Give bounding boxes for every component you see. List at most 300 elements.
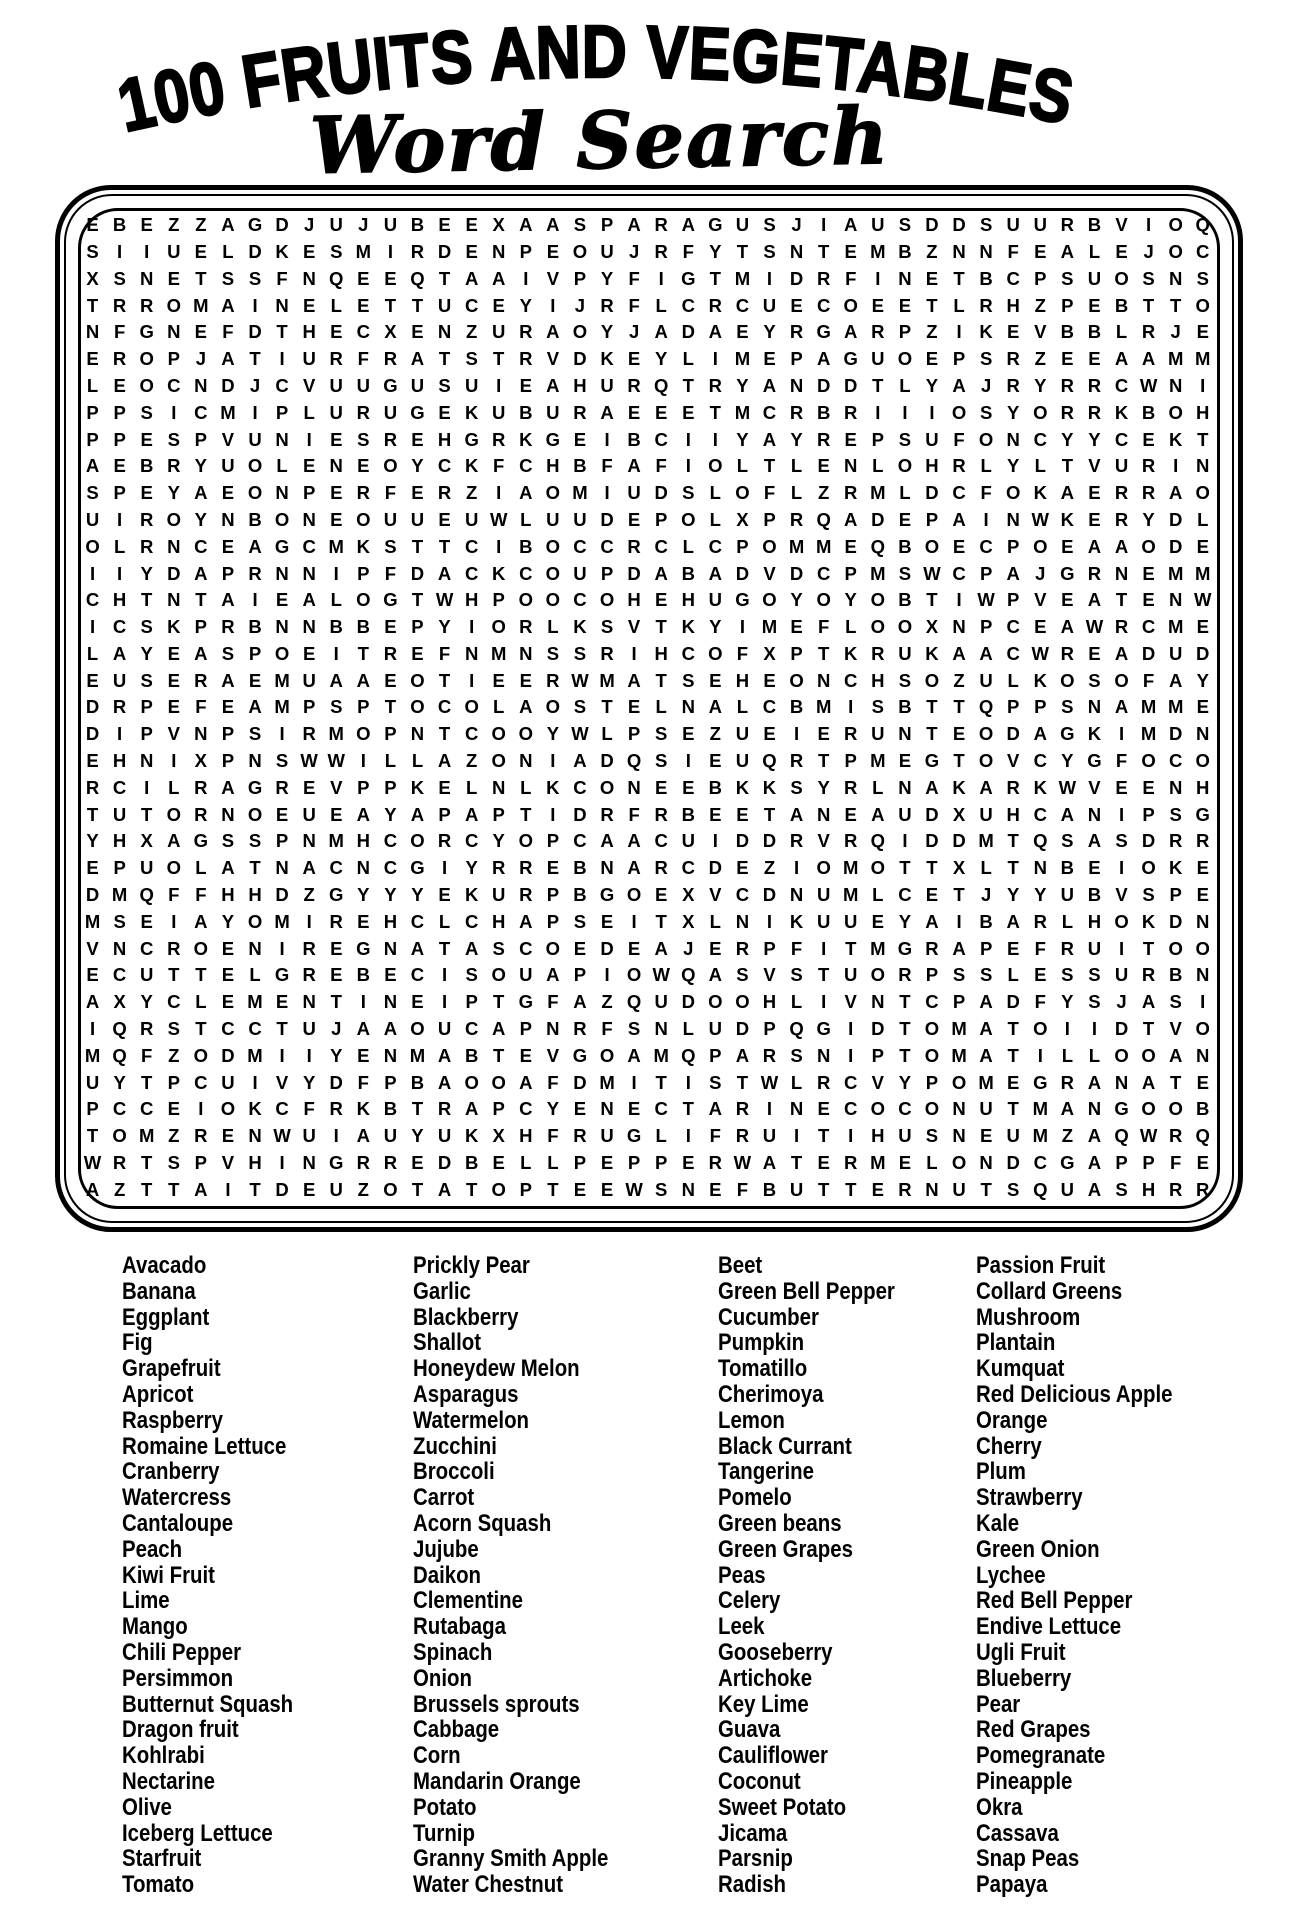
- grid-letter: M: [220, 401, 236, 423]
- grid-letter: A: [464, 937, 479, 959]
- grid-letter: H: [464, 589, 479, 611]
- grid-letter: N: [1114, 1071, 1129, 1093]
- grid-letter: U: [85, 1071, 100, 1093]
- grid-letter: V: [275, 1071, 289, 1093]
- grid-letter: R: [519, 616, 533, 638]
- grid-letter: U: [492, 401, 506, 423]
- grid-letter: A: [979, 776, 993, 798]
- grid-letter: N: [437, 321, 452, 343]
- grid-letter: T: [682, 1098, 694, 1120]
- grid-letter: C: [112, 776, 127, 798]
- grid-letter: S: [790, 964, 803, 986]
- grid-letter: A: [1114, 535, 1129, 557]
- grid-letter: O: [491, 750, 506, 772]
- grid-letter: I: [1118, 857, 1125, 879]
- grid-letter: P: [519, 1018, 532, 1040]
- grid-letter: O: [356, 723, 371, 745]
- word-item: Apricot: [122, 1380, 194, 1408]
- grid-letter: C: [112, 964, 127, 986]
- grid-letter: T: [1142, 937, 1155, 959]
- grid-letter: E: [844, 803, 857, 825]
- grid-letter: E: [1061, 348, 1074, 370]
- grid-letter: A: [708, 696, 723, 718]
- grid-letter: A: [437, 750, 452, 772]
- grid-letter: L: [736, 696, 749, 718]
- grid-letter: Y: [1061, 750, 1074, 772]
- grid-letter: C: [573, 589, 587, 611]
- grid-letter: E: [357, 910, 370, 932]
- grid-letter: D: [1006, 991, 1020, 1013]
- grid-letter: R: [546, 669, 560, 691]
- grid-letter: C: [248, 1018, 262, 1040]
- grid-letter: E: [1196, 535, 1209, 557]
- grid-letter: O: [1195, 937, 1210, 959]
- grid-letter: Q: [789, 1018, 804, 1040]
- grid-letter: J: [980, 884, 992, 906]
- grid-letter: R: [1060, 642, 1075, 664]
- grid-letter: I: [441, 991, 448, 1013]
- grid-letter: N: [302, 830, 316, 852]
- grid-letter: C: [85, 589, 100, 611]
- word-item: Snap Peas: [976, 1845, 1080, 1873]
- grid-letter: X: [682, 884, 695, 906]
- grid-letter: E: [1196, 321, 1209, 343]
- grid-letter: R: [410, 240, 425, 262]
- grid-letter: G: [383, 374, 398, 396]
- grid-letter: U: [708, 589, 723, 611]
- grid-letter: Q: [870, 830, 885, 852]
- grid-letter: P: [1169, 884, 1182, 906]
- grid-letter: A: [627, 214, 641, 236]
- grid-letter: S: [1115, 1178, 1128, 1200]
- grid-letter: F: [980, 482, 992, 504]
- grid-letter: O: [166, 857, 181, 879]
- grid-letter: A: [519, 214, 533, 236]
- grid-letter: I: [1200, 374, 1206, 396]
- grid-letter: Q: [1033, 1178, 1048, 1200]
- grid-letter: Q: [626, 750, 642, 772]
- grid-letter: Y: [600, 321, 614, 343]
- grid-letter: M: [843, 884, 859, 906]
- word-item: Pumpkin: [718, 1329, 805, 1357]
- grid-letter: M: [951, 1018, 967, 1040]
- grid-letter: S: [979, 401, 993, 423]
- grid-letter: S: [573, 642, 587, 664]
- grid-letter: R: [1087, 374, 1102, 396]
- grid-letter: C: [437, 455, 452, 477]
- grid-letter: L: [1034, 455, 1046, 477]
- grid-letter: Q: [410, 267, 425, 289]
- grid-letter: E: [86, 669, 99, 691]
- grid-letter: A: [410, 803, 425, 825]
- grid-letter: E: [655, 776, 668, 798]
- grid-letter: T: [86, 294, 99, 316]
- grid-letter: O: [762, 589, 777, 611]
- grid-letter: O: [572, 240, 588, 262]
- grid-letter: R: [112, 348, 127, 370]
- grid-letter: N: [1168, 374, 1183, 396]
- grid-letter: X: [682, 910, 695, 932]
- grid-letter: L: [520, 508, 532, 530]
- grid-letter: A: [356, 1018, 370, 1040]
- grid-letter: A: [248, 696, 262, 718]
- grid-letter: S: [1169, 991, 1182, 1013]
- grid-letter: A: [221, 589, 235, 611]
- grid-letter: T: [953, 884, 965, 906]
- grid-letter: L: [1088, 240, 1101, 262]
- grid-letter: F: [817, 616, 830, 638]
- grid-letter: D: [248, 321, 262, 343]
- grid-letter: N: [221, 508, 235, 530]
- word-item: Zucchini: [413, 1432, 497, 1460]
- grid-letter: Q: [653, 374, 669, 396]
- grid-letter: N: [898, 267, 912, 289]
- grid-letter: I: [821, 937, 827, 959]
- grid-letter: N: [600, 1098, 614, 1120]
- grid-letter: A: [844, 214, 858, 236]
- grid-letter: A: [925, 910, 939, 932]
- grid-letter: C: [844, 669, 858, 691]
- grid-letter: R: [789, 830, 804, 852]
- grid-letter: R: [1196, 830, 1210, 852]
- grid-letter: O: [1168, 937, 1183, 959]
- grid-letter: K: [1168, 428, 1183, 450]
- grid-letter: E: [1142, 776, 1155, 798]
- grid-letter: W: [1139, 374, 1158, 396]
- grid-letter: A: [1060, 616, 1075, 638]
- grid-letter: O: [1114, 1044, 1129, 1066]
- grid-letter: C: [275, 374, 289, 396]
- grid-letter: B: [898, 535, 912, 557]
- grid-letter: R: [1168, 1178, 1183, 1200]
- grid-letter: H: [681, 589, 695, 611]
- grid-letter: G: [735, 589, 750, 611]
- grid-letter: B: [816, 401, 831, 423]
- grid-letter: N: [248, 750, 262, 772]
- grid-letter: A: [1087, 1178, 1102, 1200]
- grid-letter: U: [383, 508, 398, 530]
- grid-letter: I: [848, 1125, 854, 1147]
- grid-letter: E: [248, 669, 262, 691]
- grid-letter: Z: [168, 214, 180, 236]
- grid-letter: L: [601, 723, 613, 745]
- word-item: Potato: [413, 1793, 477, 1821]
- grid-letter: O: [1195, 1018, 1210, 1040]
- grid-letter: D: [789, 267, 804, 289]
- grid-letter: I: [279, 1152, 285, 1174]
- grid-letter: B: [1060, 321, 1075, 343]
- grid-letter: P: [709, 1044, 722, 1066]
- grid-letter: U: [979, 803, 993, 825]
- grid-letter: O: [870, 589, 885, 611]
- grid-letter: O: [1141, 1044, 1156, 1066]
- grid-letter: W: [1031, 508, 1049, 530]
- grid-letter: A: [437, 1178, 452, 1200]
- grid-letter: N: [952, 240, 966, 262]
- word-item: Pomegranate: [976, 1742, 1106, 1770]
- grid-letter: U: [871, 723, 885, 745]
- grid-letter: G: [464, 428, 479, 450]
- grid-letter: N: [275, 562, 289, 584]
- grid-letter: S: [1088, 964, 1101, 986]
- grid-letter: B: [248, 508, 262, 530]
- grid-letter: O: [1168, 401, 1183, 423]
- grid-letter: A: [1006, 910, 1020, 932]
- word-item: Parsnip: [718, 1845, 793, 1873]
- word-item: Radish: [718, 1871, 787, 1899]
- grid-letter: M: [870, 750, 886, 772]
- grid-letter: A: [302, 857, 316, 879]
- grid-letter: T: [493, 991, 505, 1013]
- grid-letter: T: [86, 1125, 99, 1147]
- word-item: Honeydew Melon: [413, 1355, 580, 1383]
- grid-letter: A: [410, 937, 425, 959]
- grid-letter: D: [221, 1044, 235, 1066]
- grid-letter: R: [844, 1152, 858, 1174]
- grid-letter: A: [573, 991, 587, 1013]
- grid-letter: K: [735, 776, 750, 798]
- grid-letter: P: [384, 776, 397, 798]
- grid-letter: S: [1142, 884, 1155, 906]
- grid-letter: L: [845, 616, 857, 638]
- grid-letter: J: [628, 240, 640, 262]
- grid-letter: L: [493, 696, 505, 718]
- grid-letter: X: [492, 1125, 505, 1147]
- grid-letter: C: [519, 455, 533, 477]
- grid-letter: O: [166, 294, 181, 316]
- grid-letter: I: [360, 750, 366, 772]
- grid-letter: U: [600, 240, 614, 262]
- grid-letter: I: [1118, 803, 1125, 825]
- grid-letter: P: [492, 803, 505, 825]
- grid-letter: P: [519, 1178, 532, 1200]
- grid-letter: T: [1170, 1071, 1182, 1093]
- grid-letter: A: [464, 1098, 479, 1120]
- grid-letter: L: [1061, 910, 1073, 932]
- grid-letter: Z: [601, 991, 613, 1013]
- grid-letter: T: [141, 1071, 153, 1093]
- grid-letter: F: [113, 321, 126, 343]
- grid-letter: J: [1035, 562, 1046, 584]
- grid-letter: I: [929, 401, 935, 423]
- grid-letter: T: [1142, 1018, 1155, 1040]
- grid-letter: U: [221, 1071, 235, 1093]
- grid-letter: T: [817, 964, 830, 986]
- grid-letter: P: [763, 937, 776, 959]
- word-item: Dragon fruit: [122, 1716, 239, 1744]
- grid-letter: L: [520, 776, 532, 798]
- grid-letter: O: [870, 616, 885, 638]
- grid-letter: U: [464, 508, 479, 530]
- grid-letter: E: [330, 937, 343, 959]
- grid-letter: C: [681, 857, 695, 879]
- grid-letter: C: [383, 830, 398, 852]
- grid-letter: S: [113, 267, 126, 289]
- grid-letter: T: [817, 240, 830, 262]
- grid-letter: O: [139, 348, 154, 370]
- grid-letter: T: [168, 1178, 180, 1200]
- grid-letter: A: [85, 1178, 100, 1200]
- grid-letter: F: [1115, 750, 1128, 772]
- grid-letter: Y: [302, 1071, 316, 1093]
- grid-letter: P: [1115, 1152, 1128, 1174]
- word-item: Blueberry: [976, 1664, 1072, 1692]
- grid-letter: P: [1034, 696, 1047, 718]
- grid-letter: E: [1088, 348, 1101, 370]
- grid-letter: A: [627, 455, 641, 477]
- grid-letter: I: [902, 830, 908, 852]
- grid-letter: M: [978, 830, 994, 852]
- grid-letter: D: [85, 884, 100, 906]
- grid-letter: R: [383, 428, 398, 450]
- grid-letter: G: [681, 267, 696, 289]
- grid-letter: D: [844, 374, 858, 396]
- grid-letter: A: [1087, 1125, 1102, 1147]
- grid-letter: K: [519, 428, 533, 450]
- grid-letter: A: [844, 321, 858, 343]
- grid-letter: N: [816, 1044, 831, 1066]
- grid-letter: D: [600, 750, 614, 772]
- grid-letter: Z: [1034, 348, 1046, 370]
- grid-letter: R: [519, 348, 533, 370]
- grid-letter: A: [194, 1178, 208, 1200]
- grid-letter: Y: [1007, 884, 1020, 906]
- grid-letter: C: [167, 991, 181, 1013]
- grid-letter: S: [655, 750, 668, 772]
- grid-letter: A: [1087, 1071, 1102, 1093]
- grid-letter: T: [899, 1044, 911, 1066]
- grid-letter: S: [682, 482, 695, 504]
- grid-letter: E: [167, 267, 180, 289]
- grid-letter: C: [437, 696, 452, 718]
- grid-letter: N: [356, 857, 370, 879]
- grid-letter: N: [1168, 776, 1183, 798]
- grid-letter: G: [193, 830, 209, 852]
- grid-letter: F: [547, 991, 559, 1013]
- grid-letter: U: [573, 562, 587, 584]
- grid-letter: E: [167, 642, 180, 664]
- word-item: Water Chestnut: [413, 1871, 563, 1899]
- grid-letter: K: [925, 642, 939, 664]
- grid-letter: R: [1168, 830, 1183, 852]
- grid-letter: R: [383, 642, 398, 664]
- grid-letter: U: [302, 1125, 316, 1147]
- grid-letter: O: [85, 535, 100, 557]
- grid-letter: E: [438, 401, 451, 423]
- grid-letter: G: [383, 589, 398, 611]
- grid-letter: T: [1007, 830, 1019, 852]
- grid-letter: F: [547, 1125, 559, 1147]
- grid-letter: A: [194, 642, 208, 664]
- grid-letter: I: [441, 964, 448, 986]
- grid-letter: G: [1060, 1152, 1075, 1174]
- grid-letter: P: [438, 803, 451, 825]
- grid-letter: W: [1058, 776, 1077, 798]
- grid-letter: S: [1088, 669, 1101, 691]
- grid-letter: Y: [140, 562, 153, 584]
- grid-letter: P: [357, 776, 370, 798]
- grid-letter: A: [302, 589, 316, 611]
- grid-letter: E: [1196, 696, 1209, 718]
- grid-letter: O: [139, 374, 154, 396]
- grid-letter: O: [626, 884, 642, 906]
- grid-letter: Q: [1033, 830, 1048, 852]
- grid-letter: U: [492, 321, 506, 343]
- grid-letter: E: [438, 884, 451, 906]
- grid-letter: Y: [898, 910, 912, 932]
- grid-letter: Y: [194, 455, 208, 477]
- grid-letter: R: [844, 401, 858, 423]
- word-item: Raspberry: [122, 1406, 223, 1434]
- grid-letter: C: [464, 535, 479, 557]
- grid-letter: P: [86, 1098, 99, 1120]
- grid-letter: E: [1196, 1152, 1209, 1174]
- word-item: Leek: [718, 1613, 765, 1641]
- grid-letter: U: [627, 482, 641, 504]
- grid-letter: O: [1195, 294, 1210, 316]
- grid-letter: C: [952, 562, 966, 584]
- grid-letter: P: [1007, 535, 1020, 557]
- grid-letter: E: [411, 428, 424, 450]
- word-item: Green Bell Pepper: [718, 1277, 895, 1305]
- word-item: Peach: [122, 1535, 183, 1563]
- grid-letter: T: [1142, 294, 1155, 316]
- grid-letter: I: [89, 616, 96, 638]
- grid-letter: O: [356, 589, 371, 611]
- grid-letter: N: [816, 803, 831, 825]
- grid-letter: O: [599, 776, 615, 798]
- grid-letter: Y: [1142, 508, 1155, 530]
- grid-letter: A: [1060, 482, 1075, 504]
- grid-letter: F: [168, 884, 180, 906]
- grid-letter: O: [247, 482, 263, 504]
- grid-letter: O: [951, 401, 967, 423]
- grid-letter: V: [1034, 589, 1047, 611]
- grid-letter: S: [1061, 830, 1074, 852]
- grid-letter: G: [816, 321, 831, 343]
- grid-letter: N: [654, 1018, 668, 1040]
- grid-letter: E: [221, 535, 235, 557]
- grid-letter: M: [572, 482, 588, 504]
- grid-letter: E: [438, 776, 451, 798]
- grid-letter: A: [952, 937, 966, 959]
- grid-letter: P: [844, 750, 857, 772]
- grid-letter: F: [601, 455, 613, 477]
- grid-letter: F: [655, 455, 667, 477]
- grid-letter: F: [547, 1071, 559, 1093]
- grid-letter: K: [681, 616, 695, 638]
- grid-letter: U: [735, 214, 750, 236]
- grid-letter: D: [925, 214, 939, 236]
- grid-letter: A: [979, 1018, 993, 1040]
- grid-letter: K: [1114, 401, 1129, 423]
- grid-letter: B: [1168, 964, 1183, 986]
- grid-letter: U: [437, 294, 452, 316]
- grid-letter: R: [356, 1152, 370, 1174]
- grid-letter: T: [817, 750, 830, 772]
- grid-letter: U: [302, 348, 316, 370]
- grid-letter: E: [844, 428, 857, 450]
- grid-letter: Q: [112, 1018, 127, 1040]
- grid-letter: E: [167, 1098, 180, 1120]
- grid-letter: H: [112, 830, 127, 852]
- grid-letter: C: [1033, 1152, 1047, 1174]
- grid-letter: L: [113, 535, 126, 557]
- grid-letter: I: [766, 910, 773, 932]
- grid-letter: E: [709, 937, 722, 959]
- grid-letter: K: [1141, 910, 1156, 932]
- grid-letter: T: [926, 857, 938, 879]
